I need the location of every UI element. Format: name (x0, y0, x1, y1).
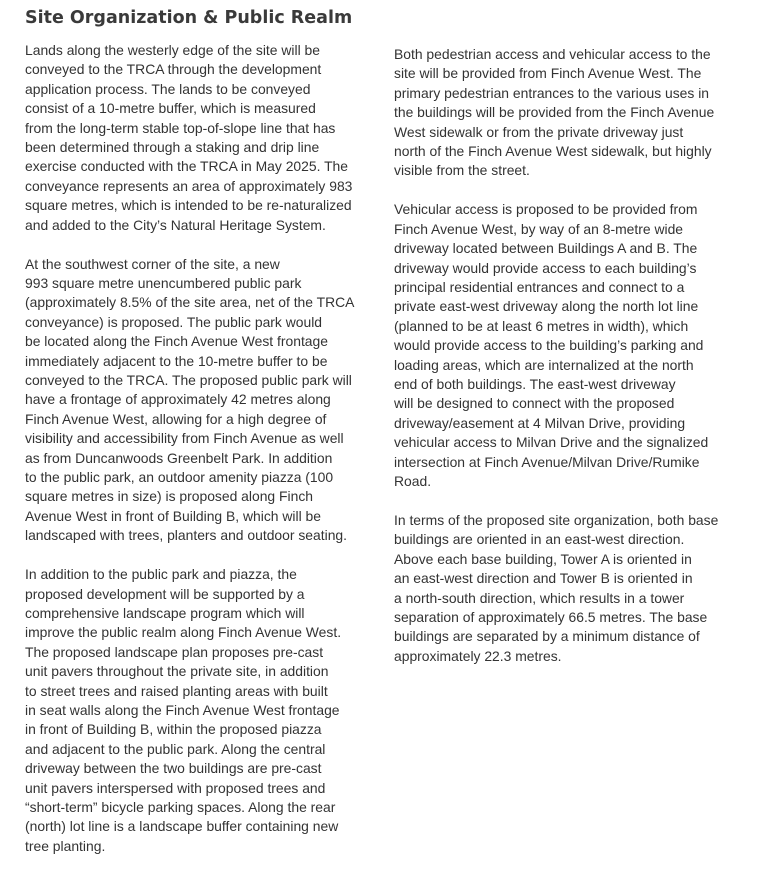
page-title: Site Organization & Public Realm (25, 8, 353, 28)
paragraph-pedestrian-access: Both pedestrian access and vehicular access to the site will be provided from Finch Avenue West. The primary pedestrian entrances to the various uses in the buildings will be provided from the Finch Avenue West sidewalk or from the private driveway just north of the Finch Avenue West sidewalk, but highly visible from the street. (394, 46, 715, 179)
right-column (394, 45, 754, 686)
paragraph-vehicular-access: Vehicular access is proposed to be provided from Finch Avenue West, by way of an 8-metre wide driveway located between Buildings A and B. The driveway would provide access to each building’s principal residential entrances and connect to a private east-west driveway along the north lot line (planned to be at least 6 metres in width), which would provide access to the building’s parking and loading areas, which are internalized at the north end of both buildings. The east-west driveway will be designed to connect with the proposed driveway/easement at 4 Milvan Drive, providing vehicular access to Milvan Drive and the signalized intersection at Finch Avenue/Milvan Drive/Rumike Road. (394, 201, 709, 490)
paragraph-trca-conveyance: Lands along the westerly edge of the site will be conveyed to the TRCA through the development application process. The lands to be conveyed consist of a 10-metre buffer, which is measured from the long-term stable top-of-slope line that has been determined through a staking and drip line exercise conducted with the TRCA in May 2025. The conveyance represents an area of approximately 983 square metres, which is intended to be re-naturalized and added to the City’s Natural Heritage System. (25, 42, 353, 233)
left-column (25, 41, 380, 876)
paragraph-site-organization: In terms of the proposed site organization, both base buildings are oriented in an east-west direction. Above each base building, Tower A is oriented in an east-west direction and Tower B is oriented in a north-south direction, which results in a tower separation of approximately 66.5 metres. The base buildings are separated by a minimum distance of approximately 22.3 metres. (394, 511, 719, 664)
paragraph-landscape-program: In addition to the public park and piazza, the proposed development will be supported by a comprehensive landscape program which will improve the public realm along Finch Avenue West. The proposed landscape plan proposes pre-cast unit pavers throughout the private site, in addition to street trees and raised planting areas with built in seat walls along the Finch Avenue West frontage in front of Building B, within the proposed piazza and adjacent to the public park. Along the central driveway between the two buildings are pre-cast unit pavers interspersed with proposed trees and “short-term” bicycle parking spaces. Along the rear (north) lot line is a landscape buffer containing new tree planting. (25, 566, 342, 854)
paragraph-public-park: At the southwest corner of the site, a new 993 square metre unencumbered public park (approximately 8.5% of the site area, net of the TRCA conveyance) is proposed. The public park would be located along the Finch Avenue West frontage immediately adjacent to the 10-metre buffer to be conveyed to the TRCA. The proposed public park will have a frontage of approximately 42 metres along Finch Avenue West, allowing for a high degree of visibility and accessibility from Finch Avenue as well as from Duncanwoods Greenbelt Park. In addition to the public park, an outdoor amenity piazza (100 square metres in size) is proposed along Finch Avenue West in front of Building B, which will be landscaped with trees, planters and outdoor seating. (25, 255, 355, 544)
